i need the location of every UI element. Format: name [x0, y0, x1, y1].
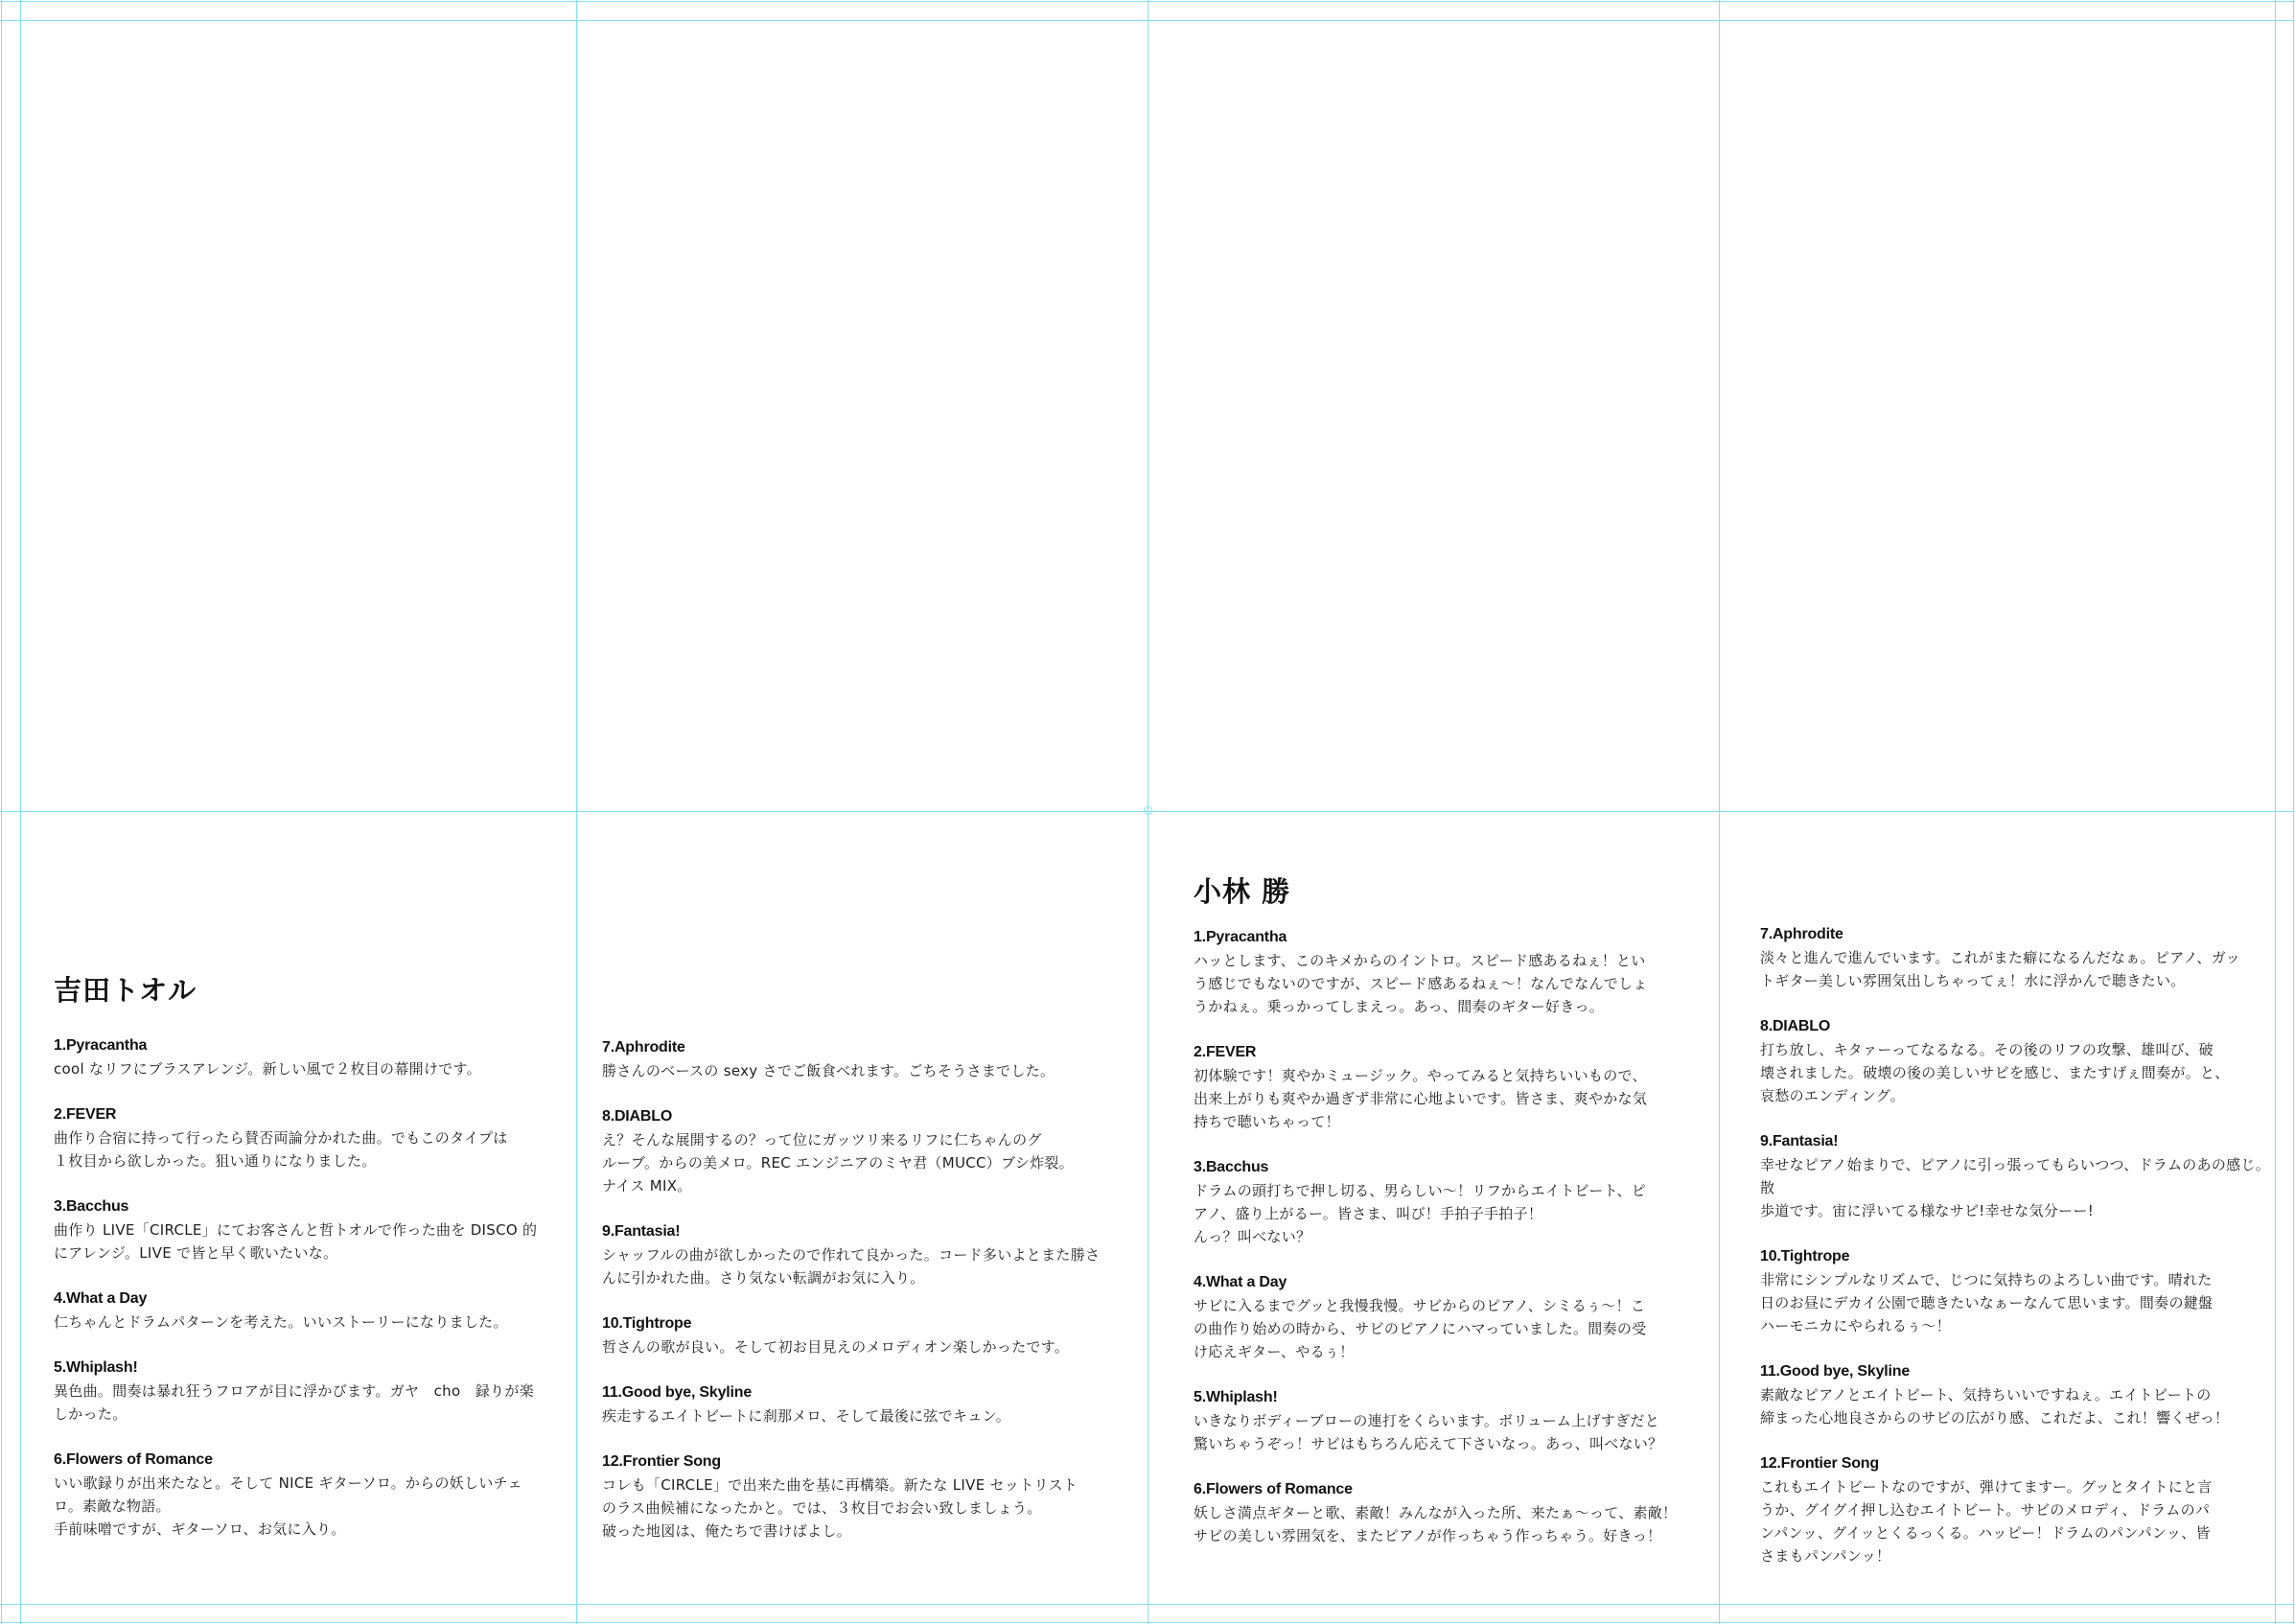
- center-mark: [1144, 806, 1152, 815]
- track-title: 2.FEVER: [1194, 1044, 1257, 1060]
- track-title: 9.Fantasia!: [1760, 1133, 1839, 1149]
- track-entry: [1194, 926, 1711, 1018]
- track-entry: [602, 1450, 1120, 1543]
- track-comment: え？そんな展開するの？って位にガッツリ来るリフに仁ちゃんのグ ルーブ。からの美メロ。REC エンジニアのミヤ君（MUCC）ブシ炸裂。 ナイス MIX。: [602, 1131, 1074, 1195]
- track-comment: 曲作り合宿に持って行ったら賛否両論分かれた曲。でもこのタイプは １枚目から欲しかった。狙い通りになりました。: [54, 1129, 508, 1170]
- track-entry: [602, 1105, 1120, 1197]
- track-title: 3.Bacchus: [54, 1198, 129, 1215]
- track-comment: 素敵なピアノとエイトビート、気持ちいいですねぇ。エイトビートの 締まった心地良さからのサビの広がり感、これだよ、これ！響くぜっ！: [1760, 1386, 2230, 1427]
- track-comment: いきなりボディーブローの連打をくらいます。ボリューム上げすぎだと 驚いちゃうぞっ！サビはもちろん応えて下さいなっ。あっ、叫べない？: [1194, 1412, 1663, 1452]
- track-title: 8.DIABLO: [602, 1108, 673, 1125]
- track-title: 12.Frontier Song: [1760, 1455, 1879, 1472]
- guide-line: [0, 1622, 2295, 1623]
- track-comment: 仁ちゃんとドラムパターンを考えた。いいストーリーになりました。: [54, 1313, 508, 1331]
- track-comment: 疾走するエイトビートに刹那メロ、そして最後に弦でキュン。: [602, 1407, 1011, 1425]
- track-comment: 打ち放し、キタァーってなるなる。その後のリフの攻撃、雄叫び、破 壊されました。破壊の後の美しいサビを感じ、またすげぇ間奏が。と、 哀愁のエンディング。: [1760, 1041, 2230, 1104]
- track-comment: 幸せなピアノ始まりで、ピアノに引っ張ってもらいつつ、ドラムのあの感じ。散 歩道です。宙に浮いてる様なサビ!幸せな気分ーー!: [1760, 1156, 2271, 1219]
- track-title: 2.FEVER: [54, 1106, 117, 1123]
- track-entry: [1194, 1271, 1711, 1363]
- track-entry: [1760, 1360, 2278, 1429]
- track-entry: [602, 1312, 1120, 1358]
- panel-yoshida-continued: [602, 1036, 1120, 1566]
- guide-line: [576, 0, 577, 1624]
- author-name: 吉田トオル: [54, 974, 197, 1007]
- guide-line: [1, 0, 2, 1624]
- track-title: 6.Flowers of Romance: [54, 1451, 213, 1468]
- guide-line: [0, 1, 2295, 2]
- track-entry: [1760, 923, 2278, 992]
- track-comment: 初体験です！爽やかミュージック。やってみると気持ちいいもので、 出来上がりも爽やか過ぎず非常に心地よいです。皆さま、爽やかな気 持ちで聴いちゃって！: [1194, 1067, 1648, 1130]
- track-title: 3.Bacchus: [1194, 1159, 1269, 1175]
- guide-line: [1719, 0, 1720, 1624]
- guide-line: [2293, 0, 2294, 1624]
- track-comment: cool なリフにブラスアレンジ。新しい風で２枚目の幕開けです。: [54, 1060, 481, 1078]
- track-entry: [54, 1034, 571, 1080]
- track-comment: コレも「CIRCLE」で出来た曲を基に再構築。新たな LIVE セットリスト のラス曲候補になったかと。では、３枚目でお会い致しましょう。 破った地図は、俺たちで書けばよし。: [602, 1476, 1078, 1540]
- track-title: 8.DIABLO: [1760, 1018, 1831, 1034]
- track-comment: これもエイトビートなのですが、弾けてますー。グッとタイトにと言 うか、グイグイ押し込むエイトビート。サビのメロディ、ドラムのパ ンパンッ、グイッとくるっくる。ハッピー！ドラムのパンパンッ、皆 さまもパンパンッ！: [1760, 1478, 2213, 1565]
- track-title: 11.Good bye, Skyline: [602, 1384, 753, 1401]
- track-comment: 妖しさ満点ギターと歌、素敵！みんなが入った所、来たぁ～って、素敵！ サビの美しい雰囲気を、またピアノが作っちゃう作っちゃう。好きっ！: [1194, 1504, 1678, 1544]
- track-title: 10.Tightrope: [1760, 1248, 1850, 1264]
- track-entry: [1760, 1452, 2278, 1567]
- track-title: 1.Pyracantha: [54, 1037, 148, 1054]
- track-comment: 異色曲。間奏は暴れ狂うフロアが目に浮かびます。ガヤ cho 録りが楽 しかった。: [54, 1382, 534, 1423]
- track-entry: [602, 1381, 1120, 1427]
- track-title: 12.Frontier Song: [602, 1453, 721, 1470]
- author-name: 小林 勝: [1194, 875, 1291, 908]
- track-entry: [54, 1195, 571, 1264]
- track-title: 11.Good bye, Skyline: [1760, 1363, 1911, 1380]
- track-title: 6.Flowers of Romance: [1194, 1481, 1353, 1497]
- track-entry: [602, 1036, 1120, 1082]
- guide-line: [0, 20, 2295, 21]
- track-entry: [54, 1288, 571, 1334]
- track-comment: 淡々と進んで進んでいます。これがまた癖になるんだなぁ。ピアノ、ガッ トギター美しい雰囲気出しちゃってぇ！水に浮かんで聴きたい。: [1760, 949, 2241, 989]
- track-comment: 勝さんのベースの sexy さでご飯食べれます。ごちそうさまでした。: [602, 1062, 1055, 1079]
- track-entry: [1760, 1245, 2278, 1337]
- track-entry: [1760, 1015, 2278, 1107]
- track-comment: ハッとします、このキメからのイントロ。スピード感あるねぇ！とい う感じでもないのですが、スピード感あるねぇ～！なんでなんでしょ うかねぇ。乗っかってしまえっ。あっ、間奏のギター好きっ。: [1194, 952, 1648, 1015]
- panel-kobayashi: [1194, 872, 1711, 1570]
- track-title: 4.What a Day: [54, 1290, 148, 1307]
- panel-kobayashi-continued: [1760, 923, 2278, 1590]
- track-entry: [1760, 1130, 2278, 1222]
- track-comment: 曲作り LIVE「CIRCLE」にてお客さんと哲トオルで作った曲を DISCO 的 にアレンジ。LIVE で皆と早く歌いたいな。: [54, 1221, 538, 1262]
- guide-line: [20, 0, 21, 1624]
- track-entry: [54, 1449, 571, 1541]
- panel-yoshida: [54, 971, 571, 1564]
- track-entry: [1194, 1156, 1711, 1248]
- track-entry: [1194, 1478, 1711, 1547]
- track-title: 7.Aphrodite: [602, 1039, 685, 1056]
- track-title: 9.Fantasia!: [602, 1223, 681, 1240]
- track-title: 5.Whiplash!: [54, 1359, 138, 1376]
- track-comment: 哲さんの歌が良い。そして初お目見えのメロディオン楽しかったです。: [602, 1338, 1070, 1356]
- track-title: 7.Aphrodite: [1760, 926, 1843, 942]
- track-comment: ドラムの頭打ちで押し切る、男らしい～！リフからエイトビート、ピ アノ、盛り上がるー。皆さま、叫び！手拍子手拍子！ んっ？叫べない？: [1194, 1182, 1647, 1245]
- track-title: 4.What a Day: [1194, 1274, 1287, 1290]
- track-title: 1.Pyracantha: [1194, 929, 1287, 945]
- track-entry: [1194, 1386, 1711, 1455]
- track-entry: [54, 1103, 571, 1172]
- track-entry: [54, 1357, 571, 1426]
- track-entry: [602, 1220, 1120, 1289]
- guide-line: [0, 1604, 2295, 1605]
- track-comment: サビに入るまでグッと我慢我慢。サビからのピアノ、シミるぅ～！こ の曲作り始めの時から、サビのピアノにハマっていました。間奏の受 け応えギター、やるぅ！: [1194, 1297, 1647, 1360]
- track-title: 10.Tightrope: [602, 1315, 692, 1332]
- track-comment: いい歌録りが出来たなと。そして NICE ギターソロ。からの妖しいチェ ロ。素敵な物語。 手前味噌ですが、ギターソロ、お気に入り。: [54, 1474, 522, 1538]
- track-comment: シャッフルの曲が欲しかったので作れて良かった。コード多いよとまた勝さ んに引かれた曲。さり気ない転調がお気に入り。: [602, 1246, 1101, 1287]
- track-title: 5.Whiplash!: [1194, 1389, 1278, 1405]
- track-entry: [1194, 1041, 1711, 1133]
- track-comment: 非常にシンプルなリズムで、じつに気持ちのよろしい曲です。晴れた 日のお昼にデカイ公園で聴きたいなぁーなんて思います。間奏の鍵盤 ハーモニカにやられるぅ～！: [1760, 1271, 2214, 1334]
